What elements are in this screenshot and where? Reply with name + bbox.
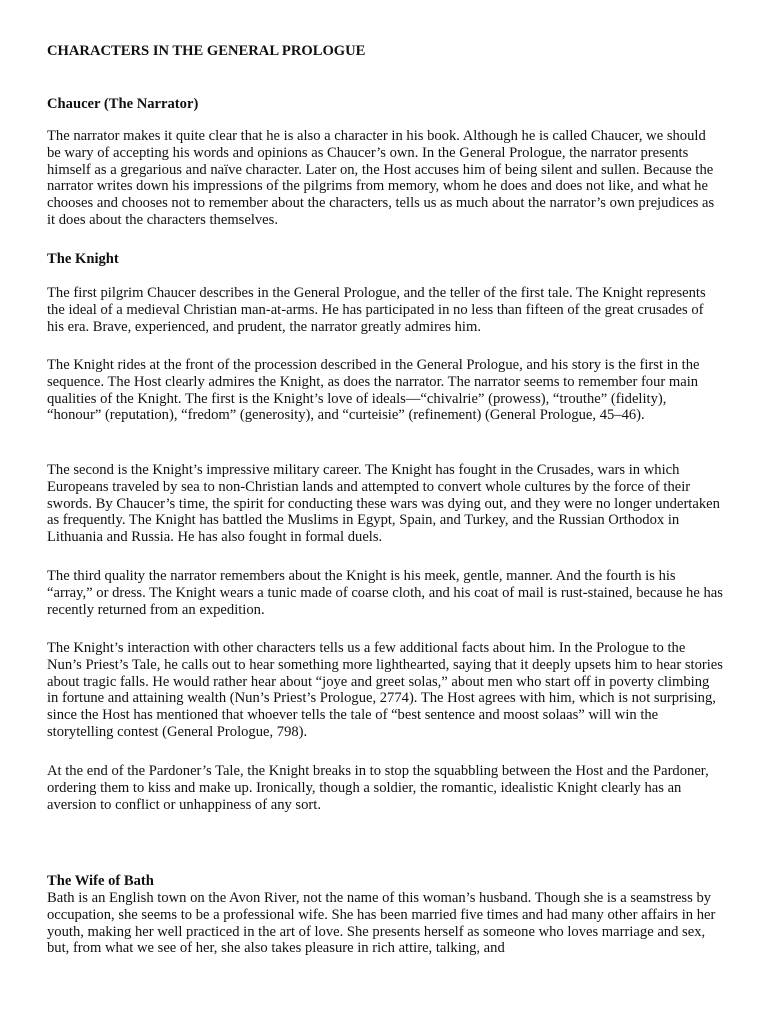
paragraph-knight-4: The third quality the narrator remembers about the Knight is his meek, gentle, manner. And the fourth is his “array,” or dress. The Knight wears a tunic made of coarse cloth, and his coat of mail is rust-stained, because he has recently returned from an expedition. <box>47 568 723 618</box>
paragraph-knight-5: The Knight’s interaction with other characters tells us a few additional facts about him. In the Prologue to the Nun’s Priest’s Tale, he calls out to hear something more lighthearted, saying that it deeply upsets him to hear stories about tragic falls. He would rather hear about “joye and greet solas,” about men who start off in poverty climbing in fortune and attaining wealth (Nun’s Priest’s Prologue, 2774). The Host agrees with him, which is not surprising, since the Host has mentioned that whoever tells the tale of “best sentence and moost solaas” will win the storytelling contest (General Prologue, 798). <box>47 640 723 740</box>
paragraph-knight-6: At the end of the Pardoner’s Tale, the Knight breaks in to stop the squabbling between the Host and the Pardoner, ordering them to kiss and make up. Ironically, though a soldier, the romantic, idealistic Knight clearly has an aversion to conflict or unhappiness of any sort. <box>47 763 709 813</box>
document-title: CHARACTERS IN THE GENERAL PROLOGUE <box>47 43 366 59</box>
paragraph-knight-3: The second is the Knight’s impressive military career. The Knight has fought in the Crusades, wars in which Europeans traveled by sea to non-Christian lands and attempted to convert whole cultures by the force of their swords. By Chaucer’s time, the spirit for conducting these wars was dying out, and they were no longer undertaken as frequently. The Knight has battled the Muslims in Egypt, Spain, and Turkey, and the Russian Orthodox in Lithuania and Russia. He has also fought in formal duels. <box>47 462 720 546</box>
paragraph-wife-of-bath: Bath is an English town on the Avon River, not the name of this woman’s husband. Though she is a seamstress by occupation, she seems to be a professional wife. She has been married five times and had many other affairs in her youth, making her well practiced in the art of love. She presents herself as someone who loves marriage and sex, but, from what we see of her, she also takes pleasure in rich attire, talking, and <box>47 890 716 957</box>
heading-wife-of-bath: The Wife of Bath <box>47 873 154 889</box>
paragraph-knight-1: The first pilgrim Chaucer describes in the General Prologue, and the teller of the first tale. The Knight represents the ideal of a medieval Christian man-at-arms. He has participated in no less than fifteen of the great crusades of his era. Brave, experienced, and prudent, the narrator greatly admires him. <box>47 285 706 335</box>
paragraph-knight-2: The Knight rides at the front of the procession described in the General Prologue, and his story is the first in the sequence. The Host clearly admires the Knight, as does the narrator. The narrator seems to remember four main qualities of the Knight. The first is the Knight’s love of ideals—“chivalrie” (prowess), “trouthe” (fidelity), “honour” (reputation), “fredom” (generosity), and “curteisie” (refinement) (General Prologue, 45–46). <box>47 357 700 424</box>
paragraph-narrator: The narrator makes it quite clear that he is also a character in his book. Although he is called Chaucer, we should be wary of accepting his words and opinions as Chaucer’s own. In the General Prologue, the narrator presents himself as a gregarious and naïve character. Later on, the Host accuses him of being silent and sullen. Because the narrator writes down his impressions of the pilgrims from memory, whom he does and does not like, and what he chooses and chooses not to remember about the characters, tells us as much about the narrator’s own prejudices as it does about the characters themselves. <box>47 128 715 228</box>
heading-narrator: Chaucer (The Narrator) <box>47 96 199 112</box>
heading-knight: The Knight <box>47 251 119 267</box>
